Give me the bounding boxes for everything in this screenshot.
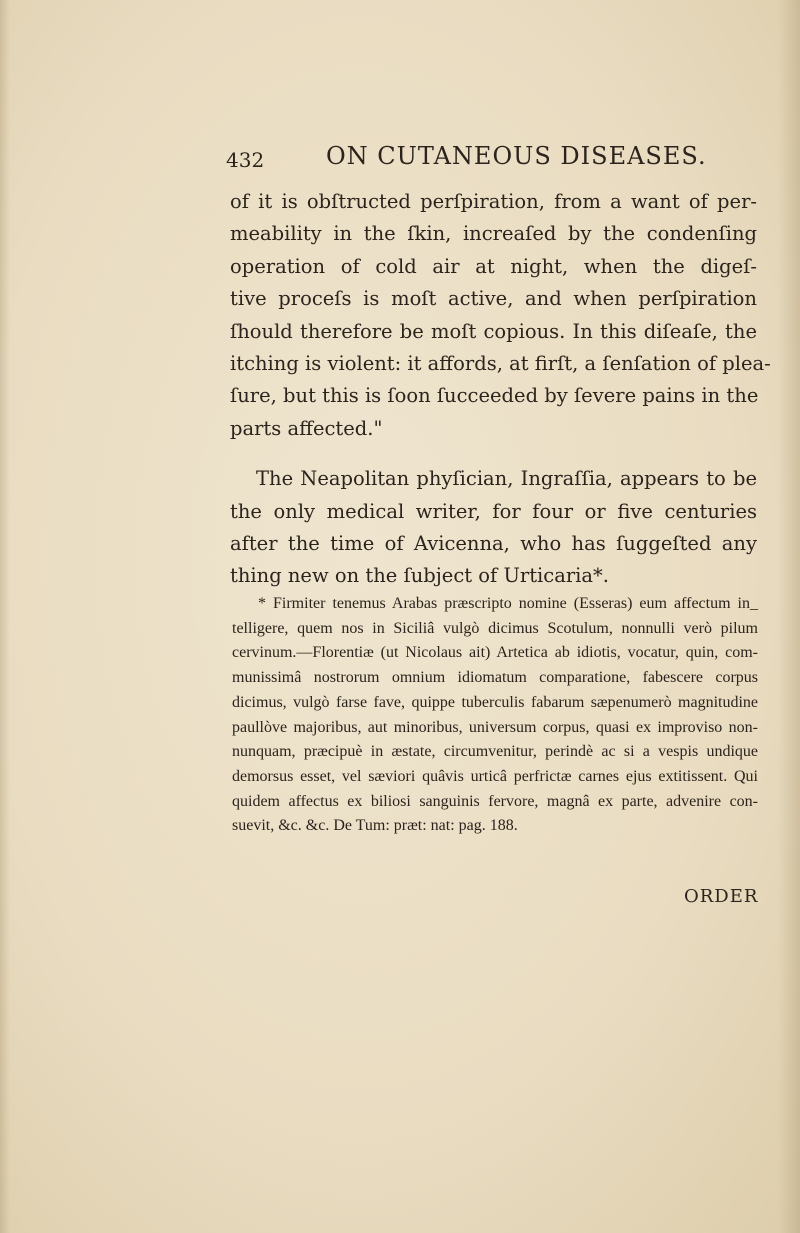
paragraph	[230, 463, 757, 593]
footnote-line: munissimâ nostrorum omnium idiomatum comparatione, fabescere corpus	[232, 669, 758, 687]
text-line: the only medical writer, for four or five centuries	[230, 499, 757, 523]
footnote-line: suevit, &c. &c. De Tum: præt: nat: pag. 188.	[232, 817, 518, 835]
catchword: ORDER	[684, 886, 759, 907]
text-line: after the time of Avicenna, who has ſuggeſted any	[230, 532, 757, 556]
footnote-line: dicimus, vulgò farse fave, quippe tuberculis fabarum sæpenumerò magnitudine	[232, 693, 758, 711]
footnote-line: telligere, quem nos in Siciliâ vulgò dicimus Scotulum, nonnulli verò pilum	[232, 619, 758, 637]
text-line: ſure, but this is ſoon ſucceeded by ſevere pains in the	[230, 384, 759, 408]
text-line: parts affected."	[230, 416, 383, 440]
page-number: 432	[226, 148, 265, 172]
text-line: itching is violent: it affords, at firſt, a ſenſation of plea-	[230, 352, 771, 376]
text-line: meability in the ſkin, increaſed by the condenſing	[230, 222, 757, 246]
text-line: The Neapolitan phyſician, Ingraſſia, appears to be	[256, 467, 757, 491]
running-head: ON CUTANEOUS DISEASES.	[326, 142, 707, 170]
page-edge-shadow	[778, 0, 800, 1233]
footnote-line: nunquam, præcipuè in æstate, circumvenitur, perindè ac si a vespis undique	[232, 743, 758, 761]
paragraph	[230, 186, 771, 445]
footnote	[232, 592, 758, 839]
text-line: operation of cold air at night, when the digeſ-	[230, 254, 757, 278]
footnote-line: quidem affectus ex biliosi sanguinis fervore, magnâ ex parte, advenire con-	[232, 792, 758, 810]
footnote-line: * Firmiter tenemus Arabas præscripto nomine (Esseras) eum affectum in_	[258, 595, 758, 612]
text-line: tive proceſs is moſt active, and when perſpiration	[230, 287, 757, 311]
footnote-line: paullòve majoribus, aut minoribus, universum corpus, quasi ex improviso non-	[232, 718, 758, 736]
text-line: ſhould therefore be moſt copious. In this diſeaſe, the	[230, 319, 757, 343]
text-line: of it is obſtructed perſpiration, from a want of per-	[230, 190, 757, 213]
footnote-line: cervinum.—Florentiæ (ut Nicolaus ait) Artetica ab idiotis, vocatur, quin, com-	[232, 644, 758, 662]
main-text	[230, 186, 771, 593]
page-header	[226, 142, 766, 182]
text-line: thing new on the ſubject of Urticaria*.	[230, 564, 609, 588]
footnote-line: demorsus esset, vel sæviori quâvis urticâ perfrictæ carnes ejus extitissent. Qui	[232, 767, 758, 785]
page-gutter-shadow	[0, 0, 10, 1233]
